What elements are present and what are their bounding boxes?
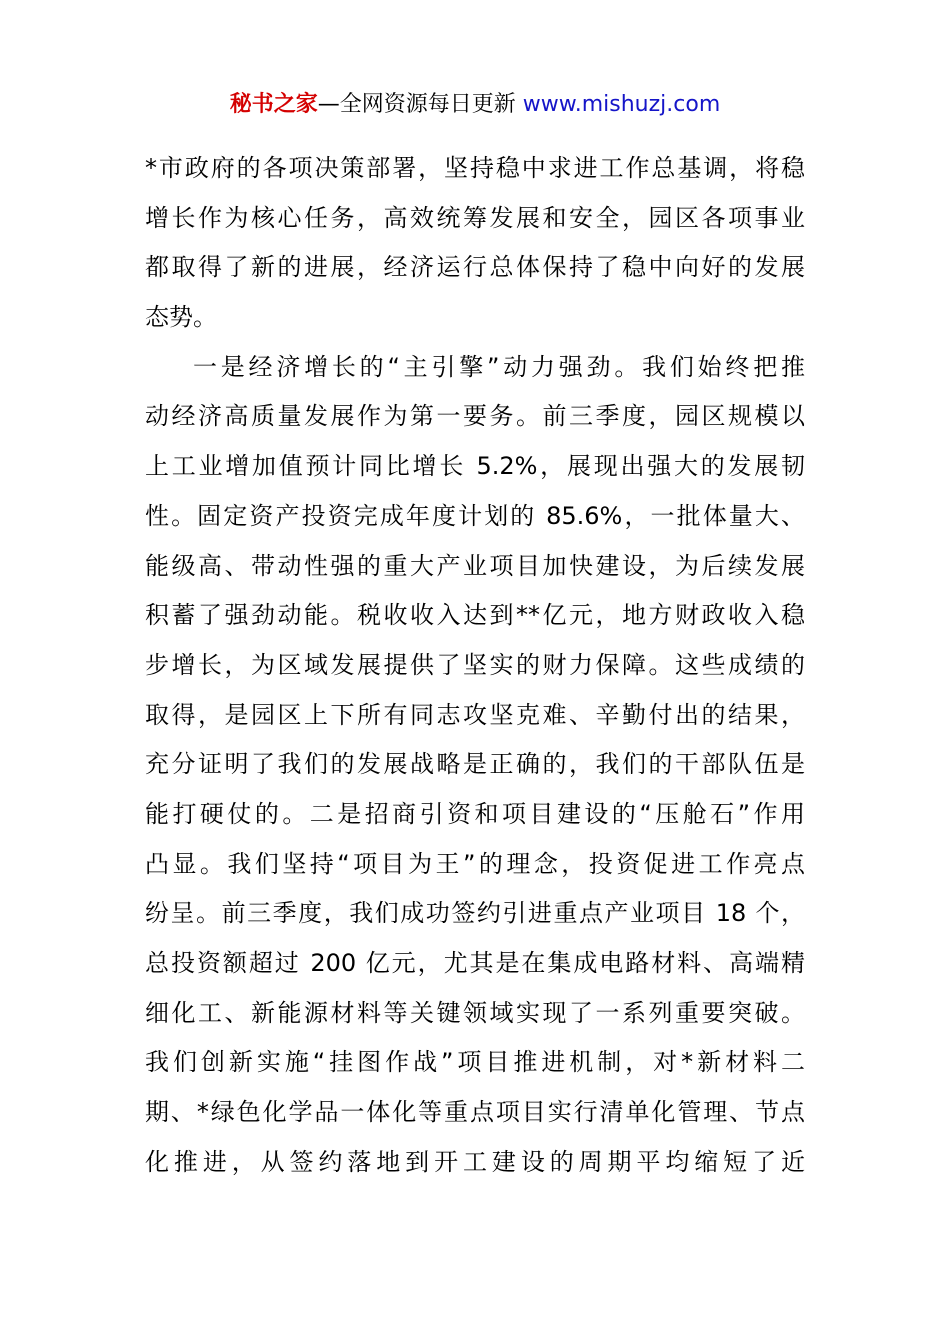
text-line: 细化工、新能源材料等关键领域实现了一系列重要突破。 bbox=[145, 998, 805, 1027]
text-line: 化推进，从签约落地到开工建设的周期平均缩短了近 bbox=[145, 1147, 805, 1176]
text-line: 能打硬仗的。二是招商引资和项目建设的“压舱石”作用 bbox=[145, 799, 805, 828]
text-line: 期、*绿色化学品一体化等重点项目实行清单化管理、节点 bbox=[145, 1098, 805, 1127]
text-line: 总投资额超过 200 亿元，尤其是在集成电路材料、高端精 bbox=[145, 949, 805, 977]
text-line: 步增长，为区域发展提供了坚实的财力保障。这些成绩的 bbox=[145, 650, 805, 679]
text-line: 取得，是园区上下所有同志攻坚克难、辛勤付出的结果， bbox=[145, 700, 805, 729]
text-line: 凸显。我们坚持“项目为王”的理念，投资促进工作亮点 bbox=[145, 849, 805, 878]
text-line: 都取得了新的进展，经济运行总体保持了稳中向好的发展 bbox=[145, 253, 805, 282]
text-line: 充分证明了我们的发展战略是正确的，我们的干部队伍是 bbox=[145, 750, 805, 779]
text-line: *市政府的各项决策部署，坚持稳中求进工作总基调，将稳 bbox=[145, 154, 805, 182]
header-slogan: —全网资源每日更新 bbox=[317, 92, 523, 117]
text-line: 积蓄了强劲动能。税收收入达到**亿元，地方财政收入稳 bbox=[145, 601, 805, 630]
text-line: 性。固定资产投资完成年度计划的 85.6%，一批体量大、 bbox=[145, 501, 805, 530]
text-line: 一是经济增长的“主引擎”动力强劲。我们始终把推 bbox=[193, 352, 805, 381]
brand-name: 秘书之家 bbox=[229, 92, 318, 117]
text-line: 增长作为核心任务，高效统筹发展和安全，园区各项事业 bbox=[145, 203, 805, 232]
text-line: 动经济高质量发展作为第一要务。前三季度，园区规模以 bbox=[145, 402, 805, 431]
text-line: 上工业增加值预计同比增长 5.2%，展现出强大的发展韧 bbox=[145, 452, 805, 481]
document-body bbox=[145, 144, 805, 1187]
site-header bbox=[0, 88, 950, 122]
text-line: 态势。 bbox=[145, 303, 217, 332]
site-url-link[interactable]: www.mishuzj.com bbox=[522, 92, 721, 117]
text-line: 能级高、带动性强的重大产业项目加快建设，为后续发展 bbox=[145, 551, 805, 580]
text-line: 纷呈。前三季度，我们成功签约引进重点产业项目 18 个， bbox=[145, 899, 805, 928]
text-line: 我们创新实施“挂图作战”项目推进机制，对*新材料二 bbox=[145, 1048, 805, 1077]
